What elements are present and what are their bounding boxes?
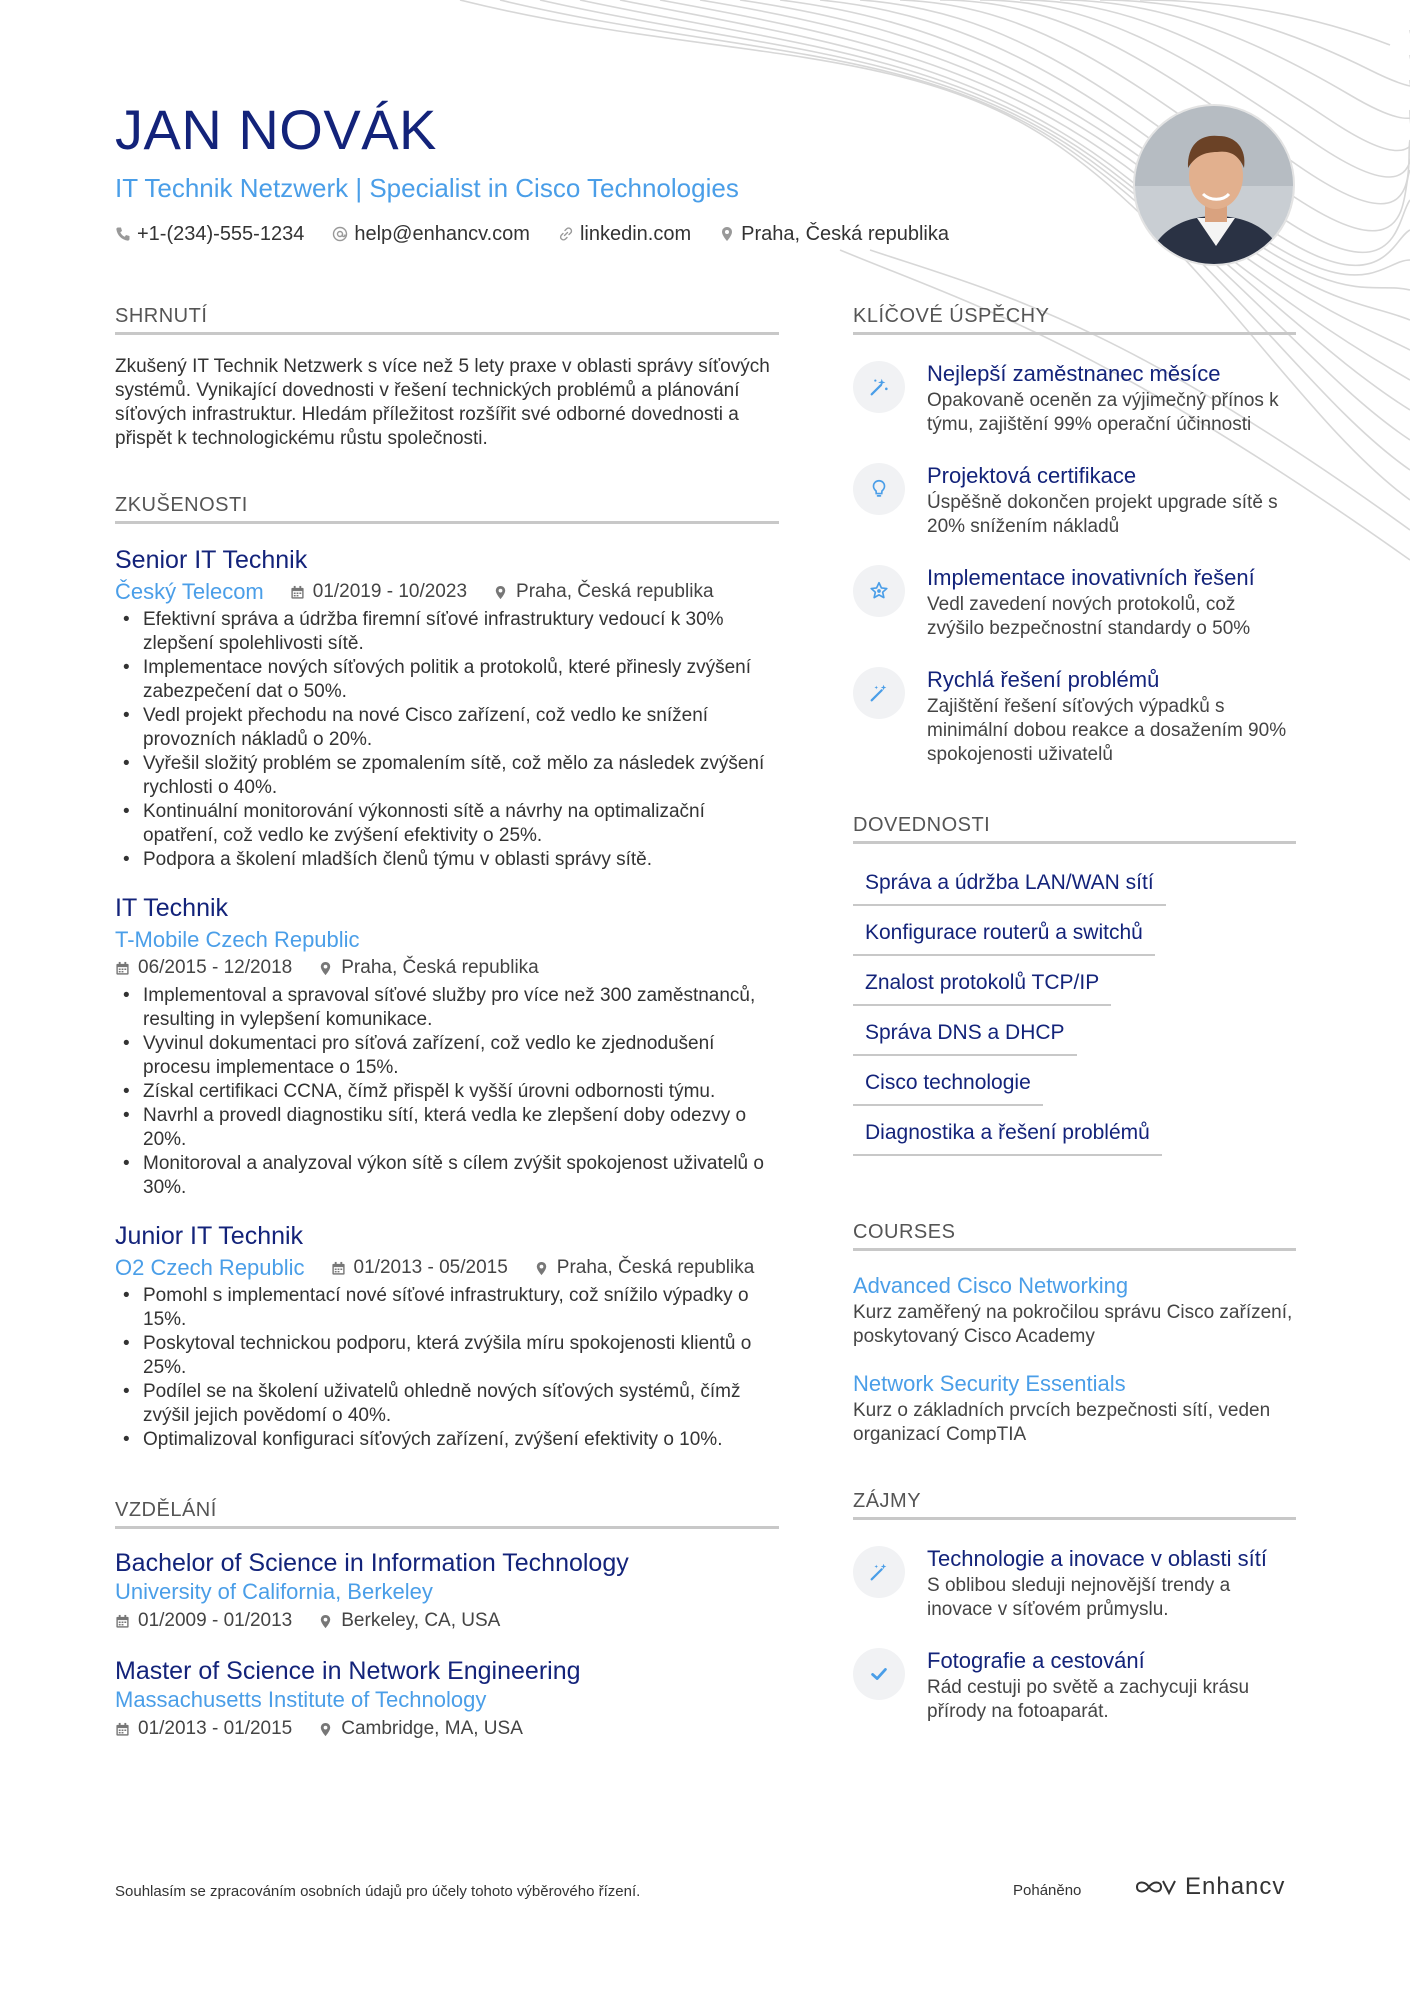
left-column [115, 302, 779, 1743]
education-dates [115, 1715, 292, 1743]
achievements-heading: KLÍČOVÉ ÚSPĚCHY [853, 302, 1296, 335]
job-entry [115, 544, 779, 872]
location-pin-icon [318, 961, 333, 976]
achievement-icon-wrap [853, 463, 905, 515]
location-pin-icon [534, 1261, 549, 1276]
degree-title: Bachelor of Science in Information Technology [115, 1549, 629, 1577]
contact-website[interactable] [558, 220, 691, 248]
education-entry [115, 1547, 779, 1635]
courses-heading: COURSES [853, 1218, 1296, 1251]
school-name: Massachusetts Institute of Technology [115, 1687, 487, 1712]
wand-icon [868, 376, 890, 398]
job-bullet: • Monitoroval a analyzoval výkon sítě s cílem zvýšit spokojenost uživatelů o 30%. [115, 1152, 779, 1200]
consent-note: Souhlasím se zpracováním osobních údajů pro účely tohoto výběrového řízení. [115, 1883, 641, 1900]
candidate-title: IT Technik Netzwerk | Specialist in Cisco Technologies [115, 173, 739, 203]
job-bullets [115, 984, 779, 1200]
skill-tag: Cisco technologie [853, 1058, 1043, 1106]
job-location-text: Praha, Česká republika [341, 957, 539, 978]
interest-icon-wrap [853, 1546, 905, 1598]
job-bullet: • Kontinuální monitorování výkonnosti sítě a návrhy na optimalizační opatření, což vedlo ke zvýšení efektivity o 25%. [115, 800, 779, 848]
education-location [318, 1715, 523, 1743]
job-bullet: • Implementoval a spravoval síťové služby pro více než 300 zaměstnanců, resulting in vylepšení komunikace. [115, 984, 779, 1032]
achievement-title: Nejlepší zaměstnanec měsíce [927, 361, 1221, 386]
achievement-item [853, 665, 1296, 767]
magic-wand-icon [868, 682, 890, 704]
job-entry [115, 1220, 779, 1452]
location-pin-icon [318, 1722, 333, 1737]
job-location [318, 954, 539, 982]
at-icon [332, 226, 348, 242]
achievement-title: Implementace inovativních řešení [927, 565, 1255, 590]
job-title: Senior IT Technik [115, 546, 308, 574]
course-title: Advanced Cisco Networking [853, 1273, 1129, 1298]
course-title: Network Security Essentials [853, 1371, 1126, 1396]
right-column [853, 302, 1296, 1724]
education-entry [115, 1655, 779, 1743]
school-name: University of California, Berkeley [115, 1579, 433, 1604]
job-bullets [115, 1284, 779, 1452]
job-location-text: Praha, Česká republika [556, 1257, 755, 1278]
skill-tag: Konfigurace routerů a switchů [853, 908, 1155, 956]
calendar-icon [115, 961, 130, 976]
calendar-icon [115, 1614, 130, 1629]
job-meta [115, 926, 779, 982]
job-title: Junior IT Technik [115, 1222, 304, 1250]
star-icon [868, 580, 890, 602]
education-location-text: Berkeley, CA, USA [341, 1610, 501, 1631]
course-desc: Kurz zaměřený na pokročilou správu Cisco zařízení, poskytovaný Cisco Academy [853, 1302, 1293, 1347]
skills-heading: DOVEDNOSTI [853, 811, 1296, 844]
link-icon [558, 226, 574, 242]
job-dates [331, 1254, 508, 1282]
interest-desc: S oblibou sleduji nejnovější trendy a inovace v síťovém průmyslu. [927, 1575, 1231, 1620]
summary-text: Zkušený IT Technik Netzwerk s více než 5 lety praxe v oblasti správy síťových systémů. Vynikající dovednosti v řešení technických problémů a plánování síťových infrastruktur. Hledám příležitost rozšířit své odborné dovednosti a přispět k technologickému růstu společnosti. [115, 356, 770, 449]
calendar-icon [290, 585, 305, 600]
calendar-icon [115, 1722, 130, 1737]
check-icon [868, 1663, 890, 1685]
achievement-item [853, 563, 1296, 641]
job-dates-text: 01/2019 - 10/2023 [312, 581, 468, 602]
job-bullet: • Pomohl s implementací nové síťové infrastruktury, což snížilo výpadky o 15%. [115, 1284, 779, 1332]
calendar-icon [331, 1261, 346, 1276]
education-location [318, 1607, 500, 1635]
job-bullet: • Vedl projekt přechodu na nové Cisco zařízení, což vedlo ke snížení provozních nákladů o 20%. [115, 704, 779, 752]
contact-email[interactable] [332, 220, 530, 248]
candidate-name: JAN NOVÁK [115, 98, 437, 161]
job-bullet: • Efektivní správa a údržba firemní síťové infrastruktury vedoucí k 30% zlepšení spolehlivosti sítě. [115, 608, 779, 656]
degree-title: Master of Science in Network Engineering [115, 1657, 581, 1685]
achievement-body [927, 359, 1296, 437]
achievement-body [927, 563, 1296, 641]
job-bullet: • Vyvinul dokumentaci pro síťová zařízení, což vedlo ke zjednodušení procesu implementace o 15%. [115, 1032, 779, 1080]
job-dates-text: 01/2013 - 05/2015 [353, 1257, 508, 1278]
achievement-desc: Opakovaně oceněn za výjimečný přínos k týmu, zajištění 99% operační účinnosti [927, 390, 1279, 435]
interest-title: Technologie a inovace v oblasti sítí [927, 1546, 1267, 1571]
achievement-title: Projektová certifikace [927, 463, 1137, 488]
job-location [493, 578, 714, 606]
job-bullet: • Optimalizoval konfiguraci síťových zařízení, zvýšení efektivity o 10%. [115, 1428, 779, 1452]
education-location-text: Cambridge, MA, USA [341, 1718, 523, 1739]
magic-wand-icon [868, 1561, 890, 1583]
job-bullet: • Implementace nových síťových politik a protokolů, které přinesly zvýšení zabezpečení dat o 50%. [115, 656, 779, 704]
job-dates [115, 954, 292, 982]
achievement-title: Rychlá řešení problémů [927, 667, 1160, 692]
achievement-icon-wrap [853, 565, 905, 617]
summary-heading: SHRNUTÍ [115, 302, 779, 335]
contact-location [719, 220, 949, 248]
website-text: linkedin.com [579, 223, 692, 245]
achievement-desc: Vedl zavedení nových protokolů, což zvýšilo bezpečnostní standardy o 50% [927, 594, 1251, 639]
job-bullet: • Poskytoval technickou podporu, která zvýšila míru spokojenosti klientů o 25%. [115, 1332, 779, 1380]
profile-photo-icon [1135, 106, 1295, 266]
course-item [853, 1369, 1296, 1447]
location-pin-icon [719, 226, 735, 242]
education-meta [115, 1715, 779, 1743]
company-name: Český Telecom [115, 579, 264, 604]
enhancv-brand[interactable] [1133, 1873, 1285, 1901]
interest-item [853, 1544, 1296, 1622]
skill-tag: Správa DNS a DHCP [853, 1008, 1077, 1056]
lightbulb-icon [868, 478, 890, 500]
job-bullet: • Podpora a školení mladších členů týmu v oblasti správy sítě. [115, 848, 779, 872]
interest-desc: Rád cestuji po světě a zachycuji krásu přírody na fotoaparát. [927, 1677, 1250, 1722]
skill-tag: Znalost protokolů TCP/IP [853, 958, 1111, 1006]
interest-body [927, 1646, 1296, 1724]
achievement-icon-wrap [853, 361, 905, 413]
job-location-text: Praha, Česká republika [516, 581, 714, 602]
skill-tag: Diagnostika a řešení problémů [853, 1108, 1162, 1156]
phone-text: +1-(234)-555-1234 [137, 223, 305, 245]
contact-row [115, 220, 1015, 248]
job-bullet: • Podílel se na školení uživatelů ohledně nových síťových systémů, čímž zvýšil jejich povědomí o 40%. [115, 1380, 779, 1428]
enhancv-logo-icon [1133, 1875, 1177, 1899]
achievement-body [927, 461, 1296, 539]
job-meta [115, 1254, 779, 1282]
job-bullet: • Navrhl a provedl diagnostiku sítí, která vedla ke zlepšení doby odezvy o 20%. [115, 1104, 779, 1152]
job-dates [290, 578, 467, 606]
job-dates-text: 06/2015 - 12/2018 [138, 957, 293, 978]
skill-tag: Správa a údržba LAN/WAN sítí [853, 858, 1166, 906]
powered-by-label: Poháněno [1013, 1882, 1082, 1899]
education-meta [115, 1607, 779, 1635]
education-dates-text: 01/2009 - 01/2013 [138, 1610, 293, 1631]
course-desc: Kurz o základních prvcích bezpečnosti sítí, veden organizací CompTIA [853, 1400, 1271, 1445]
course-item [853, 1271, 1296, 1349]
location-text: Praha, Česká republika [741, 223, 949, 245]
job-meta [115, 578, 779, 606]
phone-icon [115, 226, 131, 242]
interest-title: Fotografie a cestování [927, 1648, 1145, 1673]
achievement-desc: Úspěšně dokončen projekt upgrade sítě s 20% snížením nákladů [927, 492, 1278, 537]
location-pin-icon [318, 1614, 333, 1629]
resume-header [115, 98, 1015, 248]
achievement-desc: Zajištění řešení síťových výpadků s minimální dobou reakce a dosažením 90% spokojenosti uživatelů [927, 696, 1287, 765]
job-bullet: • Získal certifikaci CCNA, čímž přispěl k vyšší úrovni odbornosti týmu. [115, 1080, 779, 1104]
brand-name: Enhancv [1185, 1873, 1286, 1900]
contact-phone[interactable] [115, 220, 304, 248]
job-bullet: • Vyřešil složitý problém se zpomalením sítě, což mělo za následek zvýšení rychlosti o 40%. [115, 752, 779, 800]
company-name: T-Mobile Czech Republic [115, 927, 360, 952]
job-bullets [115, 608, 779, 872]
achievement-icon-wrap [853, 667, 905, 719]
achievement-item [853, 359, 1296, 437]
location-pin-icon [493, 585, 508, 600]
job-title: IT Technik [115, 894, 229, 922]
job-entry [115, 892, 779, 1200]
interests-heading: ZÁJMY [853, 1487, 1296, 1520]
skills-list [853, 858, 1296, 1156]
education-dates-text: 01/2013 - 01/2015 [138, 1718, 293, 1739]
achievement-item [853, 461, 1296, 539]
achievement-body [927, 665, 1296, 767]
experience-heading: ZKUŠENOSTI [115, 491, 779, 524]
education-heading: VZDĚLÁNÍ [115, 1496, 779, 1529]
job-location [534, 1254, 755, 1282]
interest-item [853, 1646, 1296, 1724]
avatar [1133, 104, 1295, 266]
education-dates [115, 1607, 292, 1635]
interest-icon-wrap [853, 1648, 905, 1700]
interest-body [927, 1544, 1296, 1622]
email-text: help@enhancv.com [354, 223, 530, 245]
company-name: O2 Czech Republic [115, 1255, 305, 1280]
